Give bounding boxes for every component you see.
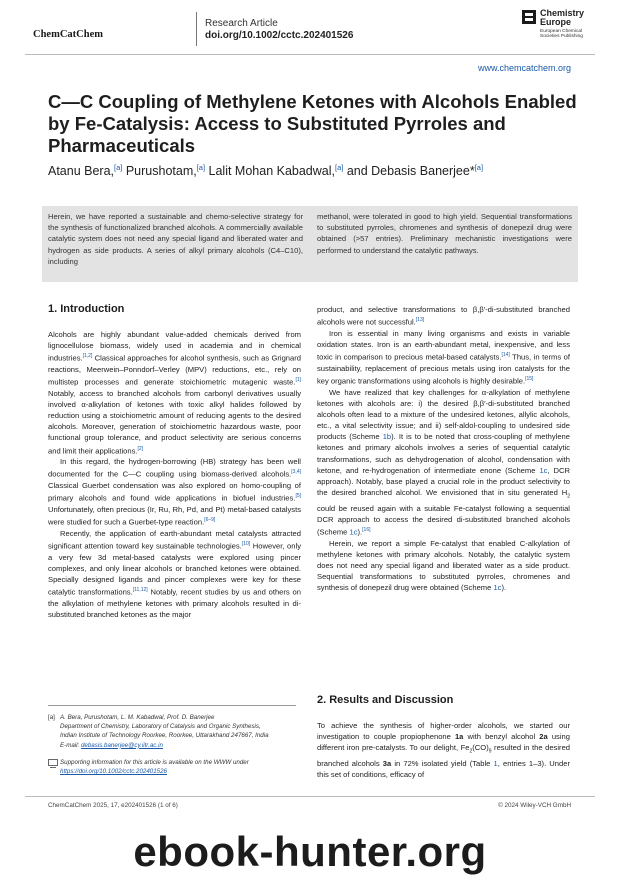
- right-body-column: [317, 304, 570, 594]
- email-label: E-mail:: [60, 741, 81, 749]
- article-doi[interactable]: doi.org/10.1002/cctc.202401526: [205, 30, 354, 41]
- supporting-info-note: [48, 758, 300, 776]
- citation-link[interactable]: [16]: [362, 527, 371, 534]
- scheme-link[interactable]: 1c: [349, 527, 358, 537]
- journal-name: ChemCatChem: [33, 29, 103, 40]
- citation-link[interactable]: [1,2]: [82, 353, 93, 360]
- publisher-subtitle: European Chemical Societies Publishing: [540, 29, 583, 40]
- table-link[interactable]: 1: [493, 758, 498, 768]
- header-separator: [196, 12, 197, 46]
- supporting-info-link[interactable]: https://doi.org/10.1002/cctc.202401526: [60, 768, 167, 776]
- footnote-rule: [48, 705, 296, 706]
- citation-link[interactable]: [15]: [525, 376, 534, 382]
- citation-link[interactable]: [10]: [241, 541, 251, 547]
- author-affiliation[interactable]: [a]: [335, 163, 344, 172]
- chemistry-europe-logo-icon: [522, 10, 536, 24]
- paragraph: Herein, we report a simple Fe-catalyst that enabled C-alkylation of methylene ketones with primary alcohols. Notably, the catalytic system does not need any special ligand and liberated water as a side product. Sequential transformations to substituted pyrroles, chromenes and synthesis of donepezil drug were obtained (Scheme 1c).: [317, 538, 570, 593]
- email-link[interactable]: debasis.banerjee@cy.iitr.ac.in: [80, 741, 163, 749]
- footnote-institute: Indian Institute of Technology Roorkee, Roorkee, Uttarakhand 247667, India: [60, 732, 269, 740]
- abstract-left-column: Herein, we have reported a sustainable and chemo-selective strategy for the synthesis of functionalized branched alcohols. A commercially available catalytic system does not need any special ligand and liberated water and hydrogen as side products. A series of alkyl primary alcohols (C4–C10), including: [48, 212, 303, 266]
- scheme-link[interactable]: 1c: [493, 583, 502, 593]
- citation-link[interactable]: [11,12]: [132, 587, 148, 594]
- citation-link[interactable]: [5]: [295, 493, 301, 500]
- watermark-text: ebook-hunter.org: [133, 828, 487, 875]
- paragraph: Alcohols are highly abundant value-added chemicals derived from lignocellulose biomass, widely used in academia and in chemical industries.[1,2] Classical approaches for alcohol synthesis, such as Grignard reactions, Meerwein–Ponndorf–Verley (MPV) reductions, etc., rely on multistep processes and generate stoichiometric mutagenic waste.[1] Notably, access to branched alcohols from carbonyl derivatives usually involved α-alkylation of ketones with toxic alkyl halides followed by reduction using a stoichiometric amount of reducing agents to the desired alcohols. Moreover, generation of stoichiometric hazardous waste, poor functional group tolerance, and product selectivity are serious concerns and limit their applications.[2]: [48, 330, 301, 456]
- section-heading-introduction: 1. Introduction: [48, 303, 125, 315]
- citation-link[interactable]: [2]: [137, 445, 144, 452]
- author-name: Lalit Mohan Kabadwal,: [205, 164, 335, 179]
- paragraph: Iron is essential in many living organisms and exists in variable oxidation states. Iron is an earth-abundant metal, inexpensive, and less toxic in comparison to precious metal-based catalysts.[14] Thus, in terms of sustainability, replacement of precious metals using iron catalysts for the key organic transformations using alcohols is highly desirable.[15]: [317, 328, 570, 386]
- footer-rule: [25, 796, 595, 797]
- footnote-label: [a]: [48, 714, 55, 721]
- results-body: [317, 720, 570, 780]
- abstract-right-column: methanol, were tolerated in good to high yield. Sequential transformations to substituted pyrroles, chromenes and synthesis of donepezil drug were obtained (>57 entries). Preliminary mechanistic investigations were performed to understand the catalytic pathways.: [317, 212, 572, 255]
- affiliation-footnote: [48, 713, 300, 750]
- left-body-column: [48, 329, 301, 620]
- citation-link[interactable]: [3,4]: [291, 469, 301, 476]
- author-name: Atanu Bera,: [48, 164, 115, 179]
- article-title: C—C Coupling of Methylene Ketones with Alcohols Enabled by Fe-Catalysis: Access to Substituted Pyrroles and Pharmaceuticals: [48, 91, 577, 156]
- footnote-department: Department of Chemistry, Laboratory of Catalysis and Organic Synthesis,: [60, 723, 261, 731]
- author-list: [48, 163, 608, 178]
- paragraph: product, and selective transformations to β,β′-di-substituted branched alcohols were not successful.[13]: [317, 305, 570, 327]
- footer-copyright: © 2024 Wiley-VCH GmbH: [498, 802, 571, 809]
- citation-link[interactable]: [14]: [501, 352, 510, 359]
- author-name: and Debasis Banerjee*: [343, 164, 475, 179]
- footer-citation: ChemCatChem 2025, 17, e202401526 (1 of 6): [48, 802, 178, 809]
- paragraph: We have realized that key challenges for α-alkylation of methylene ketones with alcohols are: i) the desired β,β′-di-substituted branched alcohols often lead to a mixture of the undesired ketones, allylic alcohols, etc., a vital selectivity issue; and ii) self-aldol-coupling to undesired side products (Scheme 1b). It is to be noted that cross-coupling of methylene ketones and primary alcohols involves a series of sequential catalytic transformations, such as dehydrogenation of alcohol, condensation with ketone, and re-hydrogenation of intermediate enone (Scheme 1c, DCR approach). Notably, base played a crucial role in the product selectivity to the desired branched alcohol. We envisioned that in situ generated $H_2$ could be reused again with a suitable Fe-catalyst following a sequential DCR approach to access the desired di-substituted branched alcohols (Scheme 1c).[16]: [317, 387, 571, 537]
- citation-link[interactable]: [13]: [415, 317, 425, 324]
- section-heading-results: 2. Results and Discussion: [317, 694, 454, 706]
- author-affiliation[interactable]: [a]: [196, 163, 206, 172]
- supporting-info-text: Supporting information for this article is available on the WWW under: [60, 759, 249, 766]
- journal-website-link[interactable]: www.chemcatchem.org: [477, 63, 571, 73]
- citation-link[interactable]: [6–9]: [204, 517, 216, 524]
- document-icon: [48, 759, 58, 768]
- article-type: Research Article: [205, 18, 278, 29]
- publisher-name: Chemistry Europe: [540, 8, 585, 27]
- scheme-link[interactable]: 1b: [382, 432, 392, 442]
- scheme-link[interactable]: 1c: [539, 465, 548, 475]
- author-name: Purushotam,: [122, 164, 197, 179]
- citation-link[interactable]: [1]: [295, 377, 301, 384]
- author-affiliation[interactable]: [a]: [474, 163, 484, 172]
- header-rule: [25, 54, 595, 55]
- paragraph: In this regard, the hydrogen-borrowing (HB) strategy has been well documented for the C—C coupling using biomass-derived alcohols.[3,4] Classical Guerbet condensation was also explored on homo-coupling of primary alcohols and found wide applications in biofuel industries.[5] Unfortunately, often precious (Ir, Ru, Rh, Pd, and Pt) metal-based catalysts were studied for such a Guerbet-type reaction.[6–9]: [48, 457, 301, 527]
- footnote-authors: A. Bera, Purushotam, L. M. Kabadwal, Prof. D. Banerjee: [60, 714, 215, 721]
- paragraph: To achieve the synthesis of higher-order alcohols, we started our investigation to couple propiophenone 1a with benzyl alcohol 2a using different iron pre-catalysts. To our delight, $Fe_2(CO)_9$ resulted in the desired branched alcohols 3a in 72% isolated yield (Table 1, entries 1–3). Under this set of conditions, efficacy of: [317, 721, 571, 780]
- author-affiliation[interactable]: [a]: [114, 163, 123, 172]
- paragraph: Recently, the application of earth-abundant metal catalysts attracted significant attention toward key sustainable technologies.[10] However, only a very few 3d metal-based catalysts were explored using pincer complexes, and only linear alcohols or branched ketones were obtained. Specially designed ligands and pincer complexes were key for these catalytic transformations.[11,12] Notably, recent studies by us and others on the alkylation of methylene ketones with primary alcohols resulted in di-substituted branched ketones as the major: [48, 528, 302, 619]
